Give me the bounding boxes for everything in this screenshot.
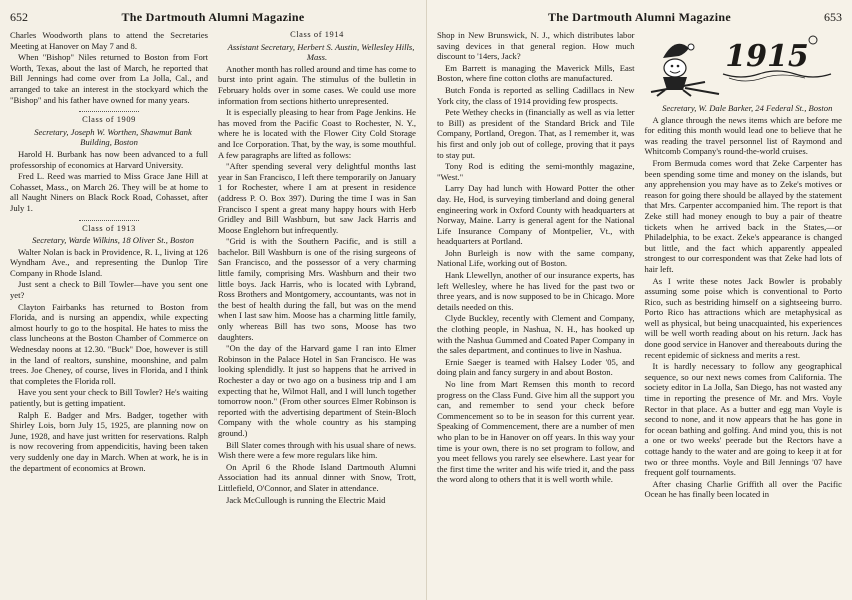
right-magazine-title: The Dartmouth Alumni Magazine: [547, 10, 732, 24]
paragraph: Ralph E. Badger and Mrs. Badger, together with Shirley Lois, born July 15, 1925, are planning now on June, 1928, and have just written for reservations. Ralph is now recovering from appendicitis, having been taken very suddenly one day in March. When at work, he is in the department of economics at Brown.: [10, 409, 208, 473]
paragraph: Jack McCullough is running the Electric Maid: [226, 494, 386, 505]
class-1915-logo: [645, 30, 843, 100]
paragraph: After chasing Charlie Griffith all over the Pacific Ocean he has finally been located in: [644, 478, 842, 500]
right-running-head: [437, 8, 842, 30]
paragraph: Another month has rolled around and time has come to burst into print again. The stimulus of the bulletin in February holds over in some cases. We could use more information from sections hitherto unrepresented.: [218, 63, 416, 106]
left-page-number: 652: [10, 10, 28, 24]
paragraph: When "Bishop" Niles returned to Boston from Fort Worth, Texas, about the last of March, he reported that Bill Jennings had come over from La Jolla, Cal., and arranged to take an interest in the stockyard which the "Bishop" and his father have owned for many years.: [10, 52, 208, 105]
divider: [79, 220, 139, 221]
paragraph: No line from Mart Remsen this month to record progress on the Class Fund. Give him all the support you can, and remember to send your check before Commencement so to be in season for this current year. Speaking of Commencement, there are a number of men who plan to be in Hanover on off years. In this way your time is your own, there is no set program to follow, and you meet fellows you rarely see elsewhere. Last year for the first time the writer and his wife tried it, and the pass the word along to others that it is well worth while.: [437, 379, 635, 485]
paragraph: Have you sent your check to Bill Towler? He's waiting patiently, but is getting impatient.: [10, 387, 208, 408]
divider: [79, 111, 139, 112]
right-column-1: [437, 30, 635, 501]
paragraph: Just sent a check to Bill Towler—have you sent one yet?: [10, 279, 208, 301]
paragraph: Butch Fonda is reported as selling Cadillacs in New York city, the class of 1914 providing few prospects.: [437, 84, 635, 106]
left-column-2: [218, 30, 416, 506]
paragraph: Shop in New Brunswick, N. J., which distributes labor saving devices in that general region. How much discount to '14ers, Jack?: [437, 30, 635, 62]
paragraph: From Bermuda comes word that Zeke Carpenter has been spending some time and money on the islands, but any apprehension you may have as to Zeke's motives or reason for going there should be allayed by the statement that Mrs. Carpenter accompanied him. The report is that Zeke still had money enough to buy a pair of theatre tickets when he arrived back in the States,—or Philadelphia, to be exact. Zeke's appearance is changed but little, and the fact which apparently appealed strongest to our correspondent was that Zeke had lots of hair left.: [644, 157, 842, 274]
paragraph: "On the day of the Harvard game I ran into Elmer Robinson in the Palace Hotel in San Francisco. He was looking splendidly. It just so happens that he arrived in Rochester a day or two ago on a business trip and I am expecting that he, Wilmot Hall, and I will lunch together tomorrow noon." (From other sources Elmer Robinson is reported with the advertising department of Stein-Bloch Company with the whole country as his stamping ground.): [218, 343, 416, 438]
paragraph: Hank Llewellyn, another of our insurance experts, has left Wellesley, where he has lived for the past two or three years, and is now supposed to be in Chicago. More details needed on this.: [437, 270, 635, 312]
left-running-head: [10, 8, 416, 30]
paragraph: Larry Day had lunch with Howard Potter the other day. He, Hod, is surveying timberland and doing general engineering work in Oxford County with headquarters at Norway, Maine. Larry is general agent for the National Life Insurance Company of Montpelier, Vt., with headquarters at Portland.: [437, 183, 635, 247]
right-page: [426, 0, 852, 600]
paragraph: On April 6 the Rhode Island Dartmouth Alumni Association had its annual dinner with Snow, Trott, Littlefield, O'Connor, and Slater in attendance.: [218, 461, 416, 493]
class-heading-1913: Class of 1913: [82, 223, 136, 233]
secretary-line-1909: Secretary, Joseph W. Worthen, Shawmut Bank Building, Boston: [34, 126, 192, 148]
paragraph: Clyde Buckley, recently with Clement and Company, the clothing people, in Nashua, N. H., has hooked up with the Nashua Gummed and Coated Paper Company in the sales department, and continues to live in Nashua.: [437, 313, 635, 356]
paragraph: Tony Rod is editing the semi-monthly magazine, "West.": [437, 161, 635, 182]
logo-year-text: 1915: [724, 39, 809, 74]
paragraph: Clayton Fairbanks has returned to Boston from Florida, and is nursing an appendix, while expecting almost hourly to go to the hospital. He hates to miss the class luncheons at the Boston Chamber of Commerce on Wednesday noons at 12.30. "Buck" Doe, however is still in the land of realtors, sunshine, moonshine, and palm trees. Joe Cheney, of course, lives in Florida, and I think that completes the Florida roll.: [10, 301, 208, 386]
paragraph: John Burleigh is now with the same company, National Life, working out of Boston.: [437, 247, 635, 269]
paragraph: It is hardly necessary to follow any geographical sequence, so our next news comes from California. The society editor in La Jolla, San Diego, has not wasted any time in reporting the presence of Mr. and Mrs. Voyle Rector in that place. As a butter and egg man Voyle is second to none, and it now appears that he has gone in for ocean bathing and golfing. And mind you, this is not a one or two weeks' peerade but the Rectors have a cottage handy to the water and are going to keep it at for two or three months. Voyle and Bill Jennings '07 have frequent golf tournaments.: [644, 361, 842, 478]
secretary-line-1913: Secretary, Warde Wilkins, 18 Oliver St., Boston: [32, 235, 194, 246]
left-column-1: [10, 30, 208, 506]
right-page-number: 653: [824, 10, 842, 24]
paragraph: Fred L. Reed was married to Miss Grace Jane Hill at Cohasset, Mass., on March 26. They will be at home to all Naught Niners on Black Rock Road, Cohasset, after July 1.: [10, 171, 208, 213]
paragraph: Em Barrett is managing the Maverick Mills, East Boston, where fine cotton cloths are manufactured.: [437, 62, 635, 84]
paragraph: It is especially pleasing to hear from Page Jenkins. He has moved from the Pacific Coast to Rochester, N. Y., where he is located with the Flower City Cold Storage and Ice Corporation. That, by the way, is some mouthful. A few paragraphs are lifted as follows:: [218, 107, 416, 160]
paragraph: "After spending several very delightful months last year in San Francisco, I left there temporarily on January 1 for Rochester, where I am at present in residence (address P. O. Box 397). During the time I was in San Francisco I spent a great many happy hours with Herb Gridley and Bill Washburn, but saw Jack Harris and Moose Englehorn but infrequently.: [218, 161, 416, 235]
paragraph: Walter Nolan is back in Providence, R. I., living at 126 Wyndham Ave., and representing the Dunlop Tire Company in Rhode Island.: [10, 246, 208, 278]
paragraph: Bill Slater comes through with his usual share of news. Wish there were a few more regulars like him.: [218, 439, 416, 461]
class-heading-1914: Class of 1914: [290, 30, 344, 39]
secretary-line-1915: Secretary, W. Dale Barker, 24 Federal St., Boston: [662, 103, 833, 113]
paragraph: Harold H. Burbank has now been advanced to a full professorship of economics at Harvard University.: [10, 148, 208, 170]
class-heading-1909: Class of 1909: [82, 115, 136, 125]
left-magazine-title: The Dartmouth Alumni Magazine: [121, 10, 305, 24]
right-column-2: [645, 30, 843, 501]
paragraph: "Grid is with the Southern Pacific, and is still a bachelor. Bill Washburn is one of the rising surgeons of San Francisco, and the possessor of a very charming little family, comprising Mrs. Washburn and their two little boys. Jack Harris, who is located with Lybrand, Ross Brothers and Montgomery, accountants, was not in the best of health during the fall, but was on the mend when I last saw him. Moose has a charming little family, only whereas Bill has two sons, Moose has two daughters.: [218, 236, 416, 342]
paragraph: Ernie Saeger is teamed with Halsey Loder '05, and doing plain and fancy surgery in and about Boston.: [437, 356, 635, 378]
secretary-line-1914: Assistant Secretary, Herbert S. Austin, Wellesley Hills, Mass.: [227, 41, 415, 63]
paragraph: Pete Wethey checks in (financially as well as via letter to Bill) as president of the Standard Brick and Tile Company, Portland, Oregon. That, as I remember it, was his first and only job out of college, proving that it pays to stay put.: [437, 107, 635, 160]
class-1915-illustration: [645, 30, 843, 100]
paragraph: As I write these notes Jack Bowler is probably assuming some poise which is conventional to Porto Rico, such as bestriding himself on a sightseeing burro. Porto Rico has attractions which are metaphysical as well as physical, but being unacquainted, his experiences will be well worth reading about on his return. Jack has done good service in Hanover and thereabouts during the recent epidemic of sickness and merits a rest.: [644, 275, 842, 360]
paragraph: A glance through the news items which are before me for editing this month would lead one to believe that he was reading the travel personnel list of Raymond and Whitcomb Company's round-the-world cruises.: [644, 114, 842, 157]
paragraph: Charles Woodworth plans to attend the Secretaries Meeting at Hanover on May 7 and 8.: [10, 30, 208, 51]
